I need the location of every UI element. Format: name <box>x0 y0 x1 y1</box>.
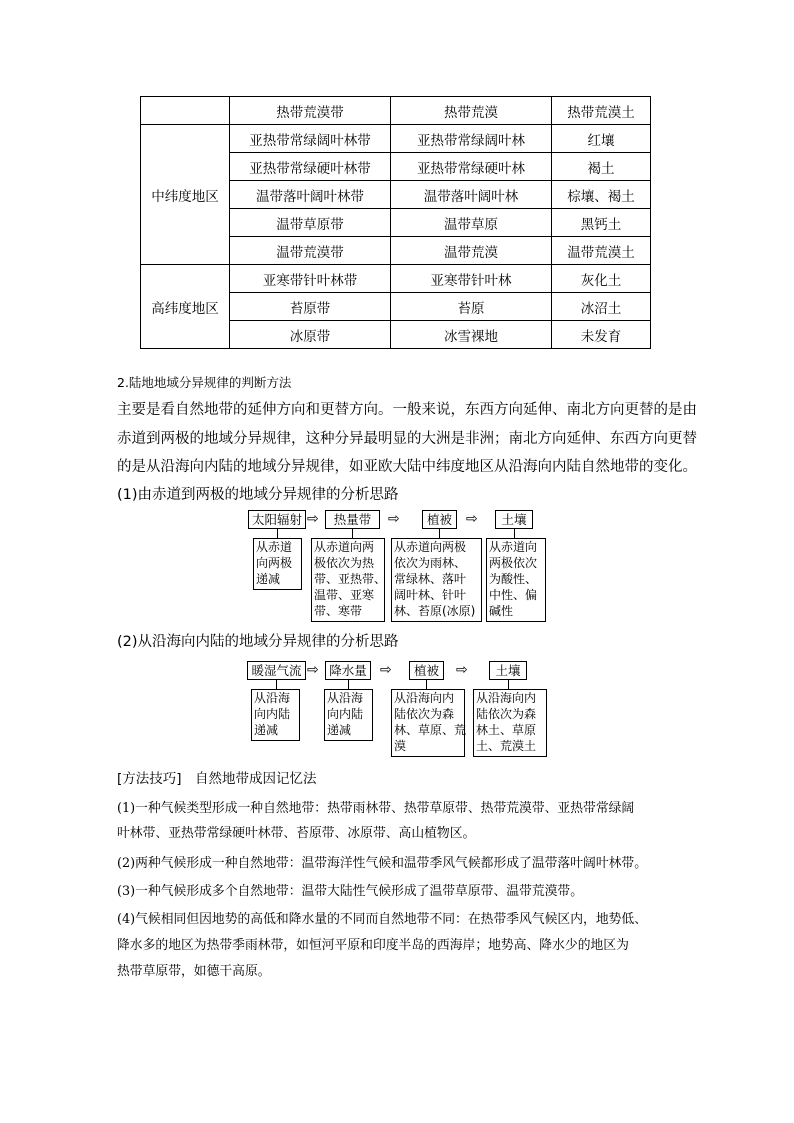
detail-line: 从赤道 <box>256 540 293 554</box>
connector-line <box>277 529 278 538</box>
detail-line: 陆依次为森 <box>476 707 537 721</box>
method-line: (3)一种气候形成多个自然地带：温带大陆性气候形成了温带草原带、温带荒漠带。 <box>117 884 584 899</box>
table-row <box>141 125 651 153</box>
detail-line: 从赤道向两 <box>314 540 375 554</box>
zone-cell: 热带荒漠带 <box>230 97 391 125</box>
detail-box <box>253 538 302 590</box>
diagram-head: 植被 <box>409 661 444 680</box>
soil-cell: 黑钙土 <box>552 209 651 237</box>
detail-line: 林、草原、荒 <box>394 723 467 737</box>
region-cell: 高纬度地区 <box>141 265 230 349</box>
detail-line: 带、亚热带、 <box>314 572 387 586</box>
detail-line: 从沿海 <box>254 691 291 705</box>
detail-line: 陆依次为森 <box>394 707 455 721</box>
table-row <box>141 265 651 293</box>
vegetation-cell: 温带落叶阔叶林 <box>391 181 552 209</box>
zone-cell: 亚热带常绿硬叶林带 <box>230 153 391 181</box>
region-cell <box>141 97 230 125</box>
zone-cell: 温带草原带 <box>230 209 391 237</box>
paragraph-line: 赤道到两极的地域分异规律，这种分异最明显的大洲是非洲；南北方向延伸、东西方向更替 <box>117 431 697 447</box>
section-heading: 2.陆地地域分异规律的判断方法 <box>117 375 292 390</box>
detail-line: 向内陆 <box>327 707 364 721</box>
detail-line: 向两极 <box>256 556 293 570</box>
detail-line: 阔叶林、针叶 <box>394 588 467 602</box>
soil-cell: 温带荒漠土 <box>552 237 651 265</box>
detail-line: 温带、亚寒 <box>314 588 375 602</box>
detail-line: 从赤道向 <box>489 540 538 554</box>
diagram-head: 太阳辐射 <box>248 510 306 529</box>
method-line: (2)两种气候形成一种自然地带：温带海洋性气候和温带季风气候都形成了温带落叶阔叶林带。 <box>117 856 648 871</box>
arrow-icon: ⇨ <box>307 511 319 527</box>
zone-cell: 亚寒带针叶林带 <box>230 265 391 293</box>
diagram-head: 暖湿气流 <box>247 661 306 680</box>
detail-box <box>391 538 482 622</box>
arrow-icon: ⇨ <box>466 511 478 527</box>
detail-box <box>251 689 300 741</box>
vegetation-cell: 亚寒带针叶林 <box>391 265 552 293</box>
detail-line: 林、苔原(冰原) <box>394 604 476 618</box>
zone-cell: 冰原带 <box>230 321 391 349</box>
soil-cell: 未发育 <box>552 321 651 349</box>
soil-cell: 棕壤、褐土 <box>552 181 651 209</box>
connector-line <box>514 529 515 538</box>
detail-line: 为酸性、 <box>489 572 538 586</box>
arrow-icon: ⇨ <box>456 662 468 678</box>
method-title: [方法技巧] 自然地带成因记忆法 <box>117 771 317 787</box>
soil-cell: 冰沼土 <box>552 293 651 321</box>
diagram-head: 热量带 <box>325 510 380 529</box>
detail-box <box>311 538 385 622</box>
vegetation-cell: 亚热带常绿硬叶林 <box>391 153 552 181</box>
table-row <box>141 97 651 125</box>
soil-cell: 褐土 <box>552 153 651 181</box>
detail-box <box>324 689 373 741</box>
detail-box <box>486 538 546 622</box>
method-line: 降水多的地区为热带季雨林带，如恒河平原和印度半岛的西海岸；地势高、降水少的地区为 <box>117 938 629 953</box>
detail-line: 漠 <box>394 739 407 753</box>
diagram-head: 土壤 <box>489 661 527 680</box>
detail-line: 从沿海 <box>327 691 364 705</box>
zone-cell: 温带落叶阔叶林带 <box>230 181 391 209</box>
detail-line: 向内陆 <box>254 707 291 721</box>
detail-line: 土、荒漠土 <box>476 739 537 753</box>
method-line: (4)气候相同但因地势的高低和降水量的不同而自然地带不同：在热带季风气候区内，地势低、 <box>117 912 648 927</box>
detail-line: 中性、偏 <box>489 588 538 602</box>
diagram-head: 植被 <box>422 510 457 529</box>
natural-zone-table <box>140 96 651 349</box>
detail-line: 从赤道向两极 <box>394 540 467 554</box>
soil-cell: 红壤 <box>552 125 651 153</box>
detail-line: 碱性 <box>489 604 514 618</box>
detail-line: 递减 <box>327 723 352 737</box>
detail-box <box>473 689 547 757</box>
detail-line: 依次为雨林、 <box>394 556 467 570</box>
region-cell: 中纬度地区 <box>141 125 230 265</box>
vegetation-cell: 温带草原 <box>391 209 552 237</box>
detail-box <box>391 689 465 757</box>
connector-line <box>426 680 427 689</box>
detail-line: 递减 <box>256 572 281 586</box>
soil-cell: 灰化土 <box>552 265 651 293</box>
arrow-icon: ⇨ <box>380 662 392 678</box>
connector-line <box>348 680 349 689</box>
arrow-icon: ⇨ <box>307 662 319 678</box>
connector-line <box>439 529 440 538</box>
subheading-equator-to-poles: (1)由赤道到两极的地域分异规律的分析思路 <box>117 487 399 503</box>
vegetation-cell: 亚热带常绿阔叶林 <box>391 125 552 153</box>
detail-line: 极依次为热 <box>314 556 375 570</box>
paragraph-line: 主要是看自然地带的延伸方向和更替方向。一般来说，东西方向延伸、南北方向更替的是由 <box>117 402 697 418</box>
diagram-head: 降水量 <box>325 661 371 680</box>
arrow-icon: ⇨ <box>388 511 400 527</box>
detail-line: 两极依次 <box>489 556 538 570</box>
soil-cell: 热带荒漠土 <box>552 97 651 125</box>
subheading-coast-to-inland: (2)从沿海向内陆的地域分异规律的分析思路 <box>117 634 399 650</box>
detail-line: 林土、草原 <box>476 723 537 737</box>
detail-line: 递减 <box>254 723 279 737</box>
connector-line <box>508 680 509 689</box>
vegetation-cell: 温带荒漠 <box>391 237 552 265</box>
vegetation-cell: 热带荒漠 <box>391 97 552 125</box>
zone-cell: 苔原带 <box>230 293 391 321</box>
detail-line: 从沿海向内 <box>394 691 455 705</box>
connector-line <box>276 680 277 689</box>
zone-cell: 温带荒漠带 <box>230 237 391 265</box>
vegetation-cell: 苔原 <box>391 293 552 321</box>
method-line: (1)一种气候类型形成一种自然地带：热带雨林带、热带草原带、热带荒漠带、亚热带常绿阔 <box>117 801 635 816</box>
connector-line <box>352 529 353 538</box>
diagram-head: 土壤 <box>495 510 533 529</box>
method-line: 叶林带、亚热带常绿硬叶林带、苔原带、冰原带、高山植物区。 <box>117 826 476 841</box>
vegetation-cell: 冰雪裸地 <box>391 321 552 349</box>
detail-line: 常绿林、落叶 <box>394 572 467 586</box>
detail-line: 带、寒带 <box>314 604 363 618</box>
detail-line: 从沿海向内 <box>476 691 537 705</box>
paragraph-line: 的是从沿海向内陆的地域分异规律，如亚欧大陆中纬度地区从沿海向内陆自然地带的变化。 <box>117 459 697 475</box>
method-line: 热带草原带，如德干高原。 <box>117 964 271 979</box>
zone-cell: 亚热带常绿阔叶林带 <box>230 125 391 153</box>
